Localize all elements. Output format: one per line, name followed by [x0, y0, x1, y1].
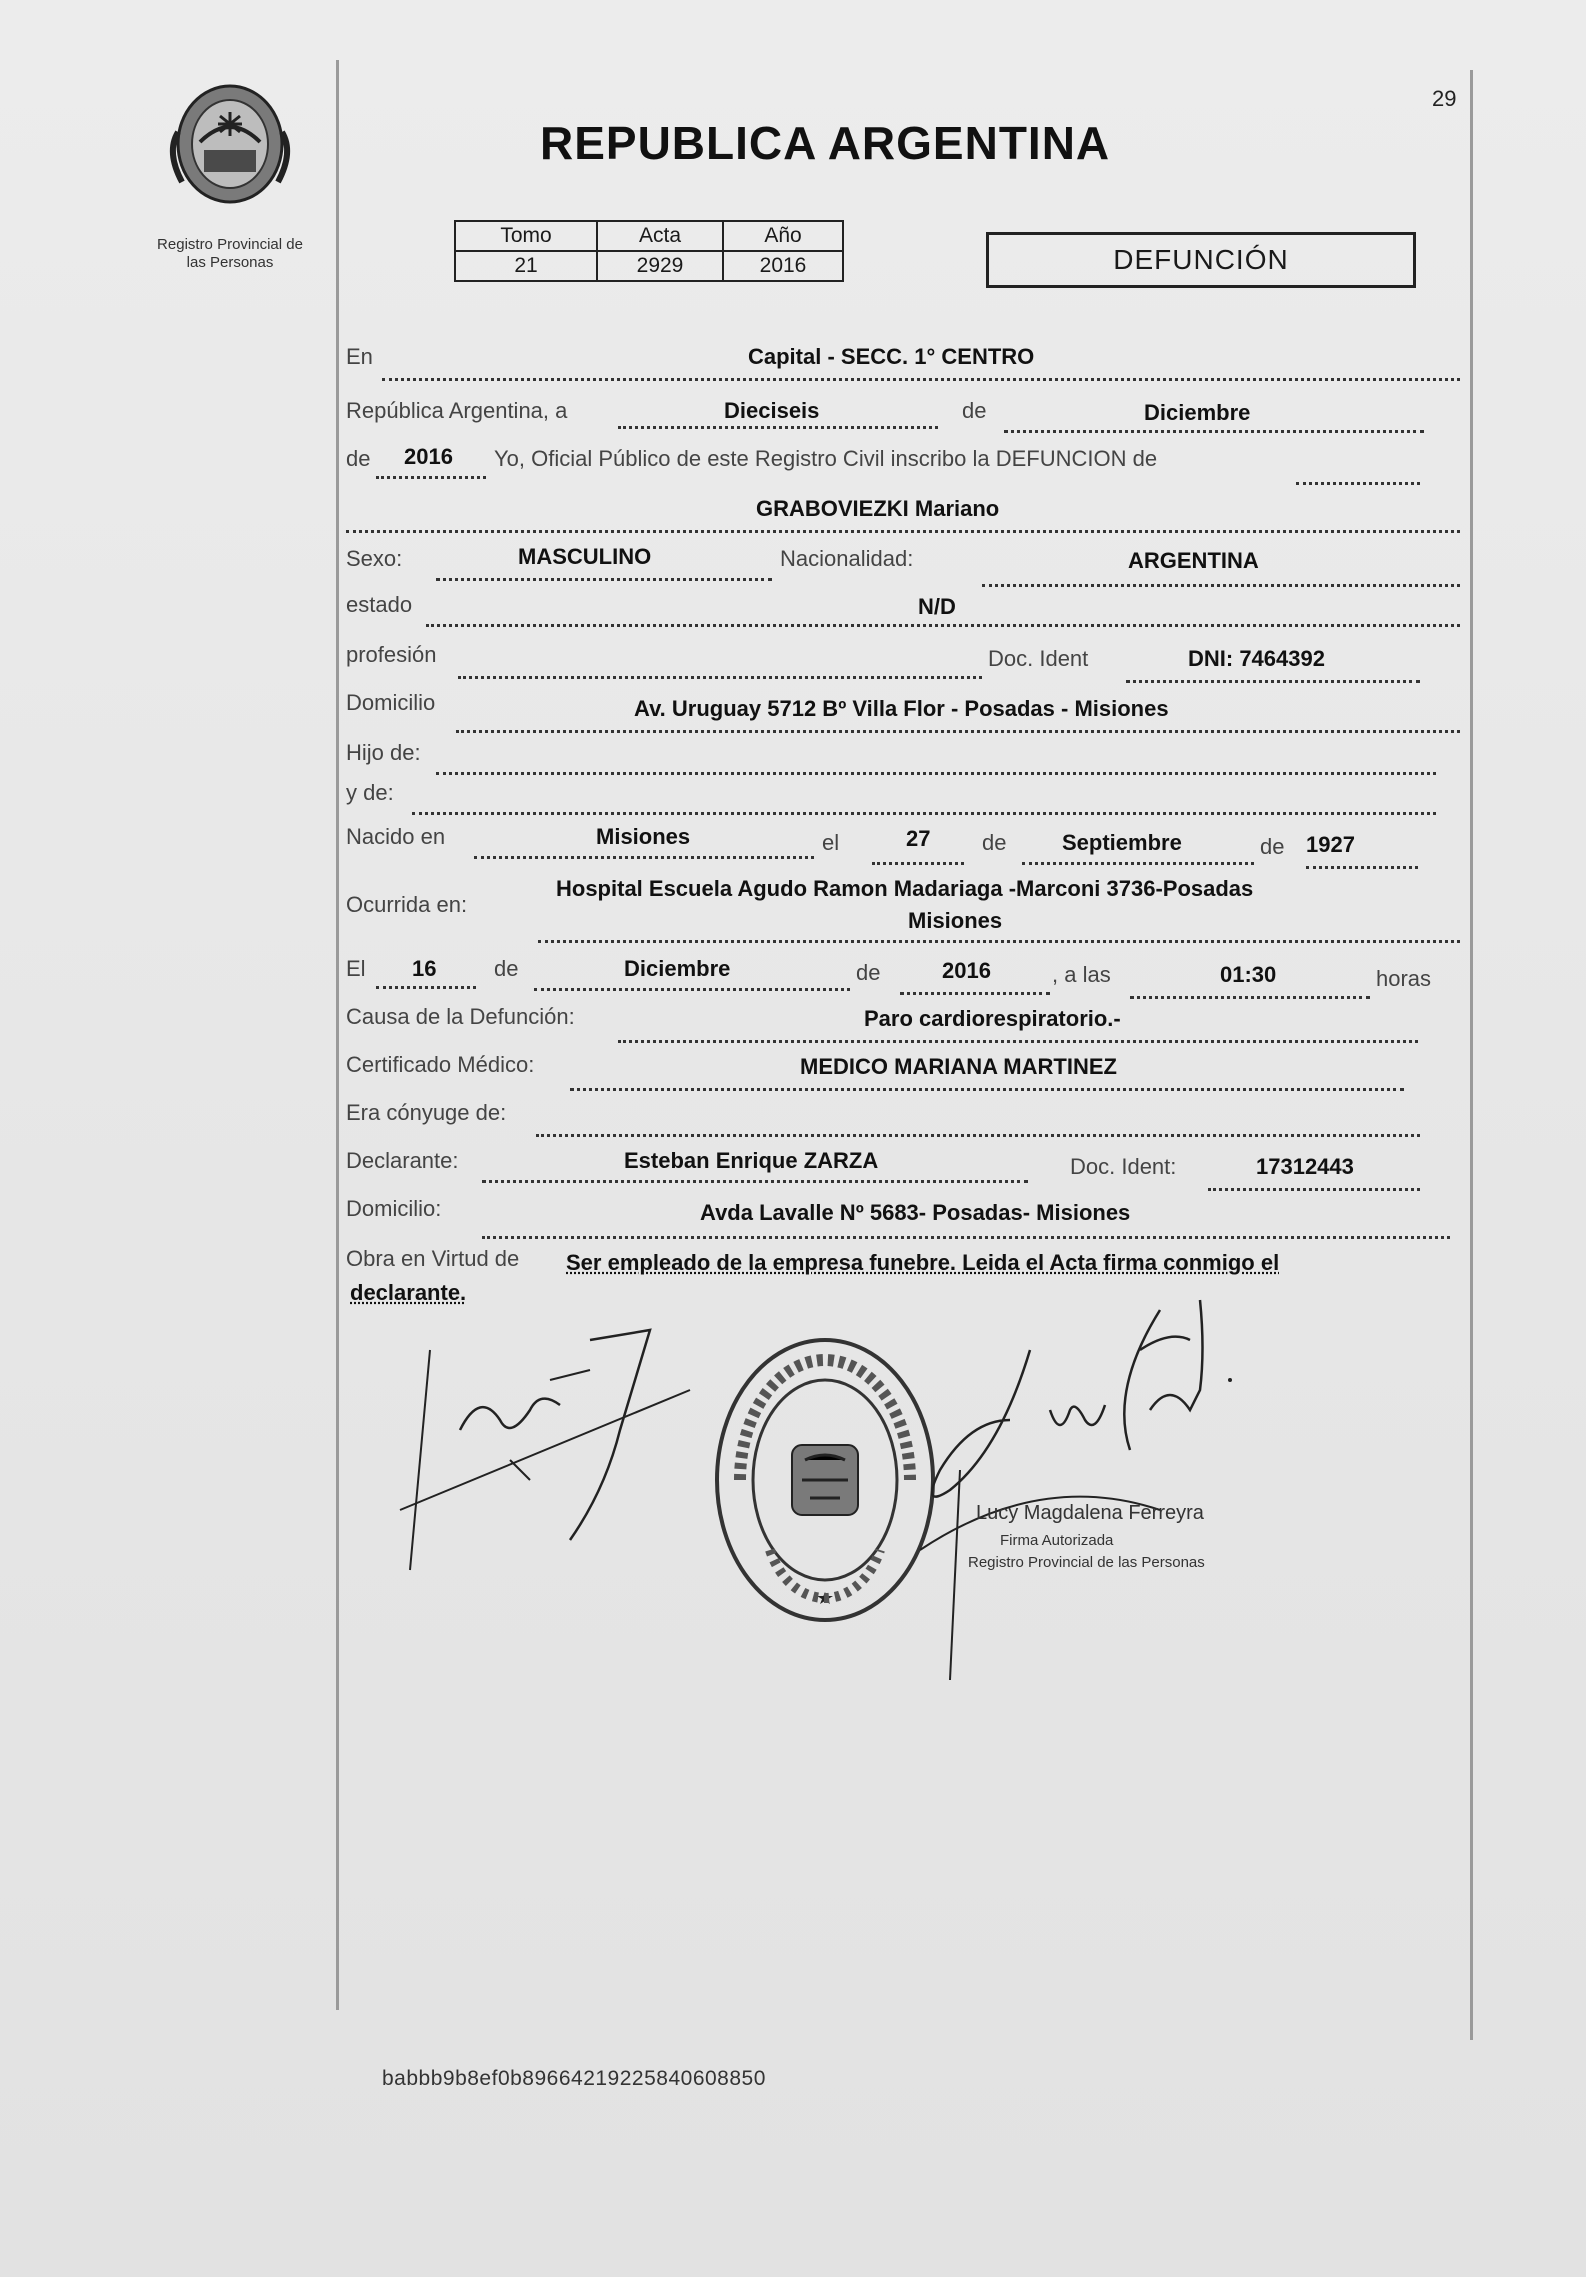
en-label: En: [346, 344, 373, 369]
document-hash: babbb9b8ef0b8966421922584060885​0: [382, 2067, 766, 2090]
left-margin-line: [336, 60, 339, 2010]
nacido-dotline: [474, 856, 814, 859]
causa-label: Causa de la Defunción:: [346, 1004, 575, 1029]
death-time: 01:30: [1220, 962, 1277, 987]
doc-ident2-dotline: [1208, 1188, 1420, 1191]
de-label-5: de: [494, 956, 519, 981]
ocurrida-line2: Misiones: [908, 908, 1003, 933]
certificado-value: MEDICO MARIANA MARTINEZ: [800, 1054, 1117, 1079]
declarante-dotline: [482, 1180, 1028, 1183]
estado-value: N/D: [918, 594, 956, 619]
month-dotline: [1004, 430, 1424, 433]
profesion-dotline: [458, 676, 982, 679]
sexo-label: Sexo:: [346, 546, 403, 571]
birth-year-dotline: [1306, 866, 1418, 869]
acta-header: Acta: [597, 221, 723, 251]
declarante-label: Declarante:: [346, 1148, 459, 1173]
domicilio2-dotline: [482, 1236, 1450, 1239]
day-dotline: [618, 426, 938, 429]
deceased-name: GRABOVIEZKI Mariano: [756, 496, 1000, 521]
registry-label-line2: las Personas: [186, 254, 274, 271]
sexo-dotline: [436, 578, 772, 581]
day-word: Dieciseis: [724, 398, 820, 423]
nacido-label: Nacido en: [346, 824, 446, 849]
en-dotline: [382, 378, 1460, 381]
doc-ident2-value: 17312443: [1256, 1154, 1354, 1179]
death-year: 2016: [942, 958, 991, 983]
causa-dotline: [618, 1040, 1418, 1043]
name-dotline: [346, 530, 1460, 533]
domicilio-dotline: [456, 730, 1460, 733]
causa-value: Paro cardiorespiratorio.-: [864, 1006, 1121, 1031]
obra-value-line2: declarante.: [350, 1280, 467, 1305]
de-label-2: de: [346, 446, 371, 471]
de-label-3: de: [982, 830, 1007, 855]
birth-year: 1927: [1306, 832, 1355, 857]
rep-label: República Argentina, a: [346, 398, 568, 423]
hijo-dotline: [436, 772, 1436, 775]
obra-value-line1: Ser empleado de la empresa funebre. Leida el Acta firma conmigo el: [566, 1250, 1280, 1275]
de-label-6: de: [856, 960, 881, 985]
registration-year: 2016: [404, 444, 453, 469]
certificado-dotline: [570, 1088, 1404, 1091]
hijo-label: Hijo de:: [346, 740, 421, 765]
birth-day-dotline: [872, 862, 964, 865]
nacionalidad-dotline: [982, 584, 1460, 587]
obra-label: Obra en Virtud de: [346, 1246, 520, 1271]
death-day: 16: [412, 956, 437, 981]
nacionalidad-value: ARGENTINA: [1128, 548, 1259, 573]
record-table-header-row: [455, 221, 843, 251]
record-table: [454, 220, 844, 282]
ano-value: 2016: [723, 251, 843, 281]
alas-label: , a las: [1052, 962, 1111, 987]
tomo-value: 21: [455, 251, 597, 281]
authorized-signature: [900, 1290, 1260, 1690]
nacionalidad-label: Nacionalidad:: [780, 546, 914, 571]
en-value: Capital - SECC. 1° CENTRO: [748, 344, 1035, 369]
profesion-label: profesión: [346, 642, 437, 667]
de-label-1: de: [962, 398, 987, 423]
intro-text: Yo, Oficial Público de este Registro Civil inscribo la DEFUNCION de: [494, 446, 1158, 471]
death-month: Diciembre: [624, 956, 731, 981]
ano-header: Año: [723, 221, 843, 251]
record-type-box: DEFUNCIÓN: [986, 232, 1416, 288]
conyuge-dotline: [536, 1134, 1420, 1137]
de-label-4: de: [1260, 834, 1285, 859]
ocurrida-label: Ocurrida en:: [346, 892, 468, 917]
doc-ident2-label: Doc. Ident:: [1070, 1154, 1177, 1179]
right-margin-line: [1470, 70, 1473, 2040]
death-year-dotline: [900, 992, 1050, 995]
death-day-dotline: [376, 986, 476, 989]
death-month-dotline: [534, 988, 850, 991]
doc-ident-dotline: [1126, 680, 1420, 683]
conyuge-label: Era cónyuge de:: [346, 1100, 507, 1125]
estado-dotline: [426, 624, 1460, 627]
domicilio2-label: Domicilio:: [346, 1196, 442, 1221]
yde-dotline: [412, 812, 1436, 815]
el-cap-label: El: [346, 956, 366, 981]
ocurrida-dotline: [538, 940, 1460, 943]
document-title: REPUBLICA ARGENTINA: [540, 117, 1111, 169]
month-word: Diciembre: [1144, 400, 1251, 425]
page-number: 29: [1432, 86, 1457, 111]
declarante-value: Esteban Enrique ZARZA: [624, 1148, 879, 1173]
death-time-dotline: [1130, 996, 1370, 999]
year-dotline: [376, 476, 486, 479]
acta-value: 2929: [597, 251, 723, 281]
signer-role: Firma Autorizada: [1000, 1532, 1114, 1549]
registry-label-line1: Registro Provincial de: [157, 236, 303, 253]
tomo-header: Tomo: [455, 221, 597, 251]
domicilio-value: Av. Uruguay 5712 Bº Villa Flor - Posadas - Misiones: [634, 696, 1169, 721]
horas-label: horas: [1376, 966, 1432, 991]
registry-label: [120, 236, 340, 272]
el-label: el: [822, 830, 840, 855]
birth-month-dotline: [1022, 862, 1254, 865]
estado-label: estado: [346, 592, 413, 617]
certificado-label: Certificado Médico:: [346, 1052, 535, 1077]
sexo-value: MASCULINO: [518, 544, 652, 569]
yde-label: y de:: [346, 780, 394, 805]
domicilio2-value: Avda Lavalle Nº 5683- Posadas- Misiones: [700, 1200, 1131, 1225]
nacido-value: Misiones: [596, 824, 691, 849]
domicilio-label: Domicilio: [346, 690, 436, 715]
intro-dotline: [1296, 482, 1420, 485]
signer-org: Registro Provincial de las Personas: [968, 1554, 1205, 1571]
ocurrida-line1: Hospital Escuela Agudo Ramon Madariaga -Marconi 3736-Posadas: [556, 876, 1254, 901]
signer-name: Lucy Magdalena Ferreyra: [976, 1502, 1204, 1524]
birth-month: Septiembre: [1062, 830, 1182, 855]
province-shield-logo: [160, 72, 300, 212]
doc-ident-label: Doc. Ident: [988, 646, 1089, 671]
officer-signature: [390, 1310, 710, 1590]
record-table-value-row: [455, 251, 843, 281]
doc-ident-value: DNI: 7464392: [1188, 646, 1325, 671]
birth-day: 27: [906, 826, 931, 851]
